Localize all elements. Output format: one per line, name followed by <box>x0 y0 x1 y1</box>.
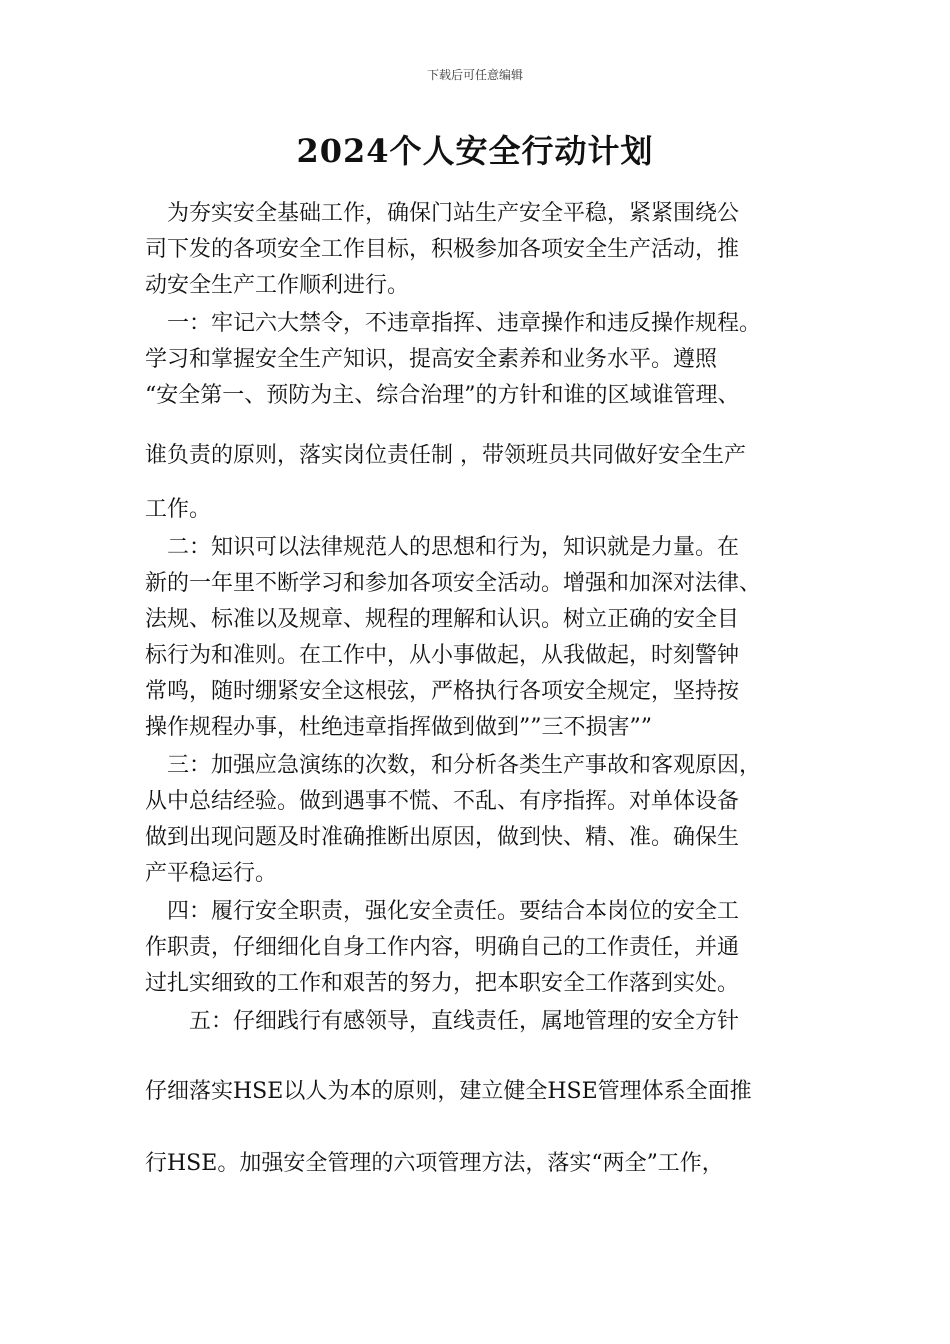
paragraph-line: 学习和掌握安全生产知识，提高安全素养和业务水平。遵照 <box>145 347 718 372</box>
paragraph-line: 标行为和准则。在工作中，从小事做起，从我做起，时刻警钟 <box>145 643 740 668</box>
paragraph-line: 操作规程办事，杜绝违章指挥做到做到””三不损害”” <box>145 715 652 740</box>
paragraph-line: 产平稳运行。 <box>145 861 278 886</box>
paragraph-line: 一：牢记六大禁令，不违章指挥、违章操作和违反操作规程。 <box>145 311 762 336</box>
header-note: 下载后可任意编辑 <box>426 68 523 82</box>
paragraph-line: 过扎实细致的工作和艰苦的努力，把本职安全工作落到实处。 <box>145 971 740 996</box>
paragraph-line: 做到出现问题及时准确推断出原因，做到快、精、准。确保生 <box>145 825 740 850</box>
paragraph-line: 二：知识可以法律规范人的思想和行为，知识就是力量。在 <box>145 535 740 560</box>
paragraph-line: 司下发的各项安全工作目标，积极参加各项安全生产活动，推 <box>145 237 740 262</box>
paragraph-line: 行HSE。加强安全管理的六项管理方法，落实“两全”工作， <box>145 1151 724 1176</box>
paragraph-line: 工作。 <box>145 497 212 522</box>
paragraph-line: 常鸣，随时绷紧安全这根弦，严格执行各项安全规定，坚持按 <box>145 679 740 704</box>
paragraph-line: 仔细落实HSE以人为本的原则，建立健全HSE管理体系全面推 <box>145 1079 752 1104</box>
paragraph-line: 新的一年里不断学习和参加各项安全活动。增强和加深对法律、 <box>145 571 762 596</box>
paragraph-line: 三：加强应急演练的次数，和分析各类生产事故和客观原因， <box>145 753 762 778</box>
paragraph-line: 四：履行安全职责，强化安全责任。要结合本岗位的安全工 <box>145 899 740 924</box>
paragraph-line: “安全第一、预防为主、综合治理”的方针和谁的区域谁管理、 <box>145 383 740 408</box>
paragraph-line: 作职责，仔细细化自身工作内容，明确自己的工作责任，并通 <box>145 935 740 960</box>
document-title: 2024个人安全行动计划 <box>296 132 654 170</box>
paragraph-line: 动安全生产工作顺利进行。 <box>145 273 410 298</box>
paragraph-line: 谁负责的原则，落实岗位责任制 ，带领班员共同做好安全生产 <box>145 443 746 468</box>
paragraph-line: 法规、标准以及规章、规程的理解和认识。树立正确的安全目 <box>145 607 740 632</box>
paragraph-line: 为夯实安全基础工作，确保门站生产安全平稳，紧紧围绕公 <box>145 201 740 226</box>
paragraph-line: 五：仔细践行有感领导，直线责任，属地管理的安全方针 <box>145 1009 740 1034</box>
paragraph-line: 从中总结经验。做到遇事不慌、不乱、有序指挥。对单体设备 <box>145 789 740 814</box>
